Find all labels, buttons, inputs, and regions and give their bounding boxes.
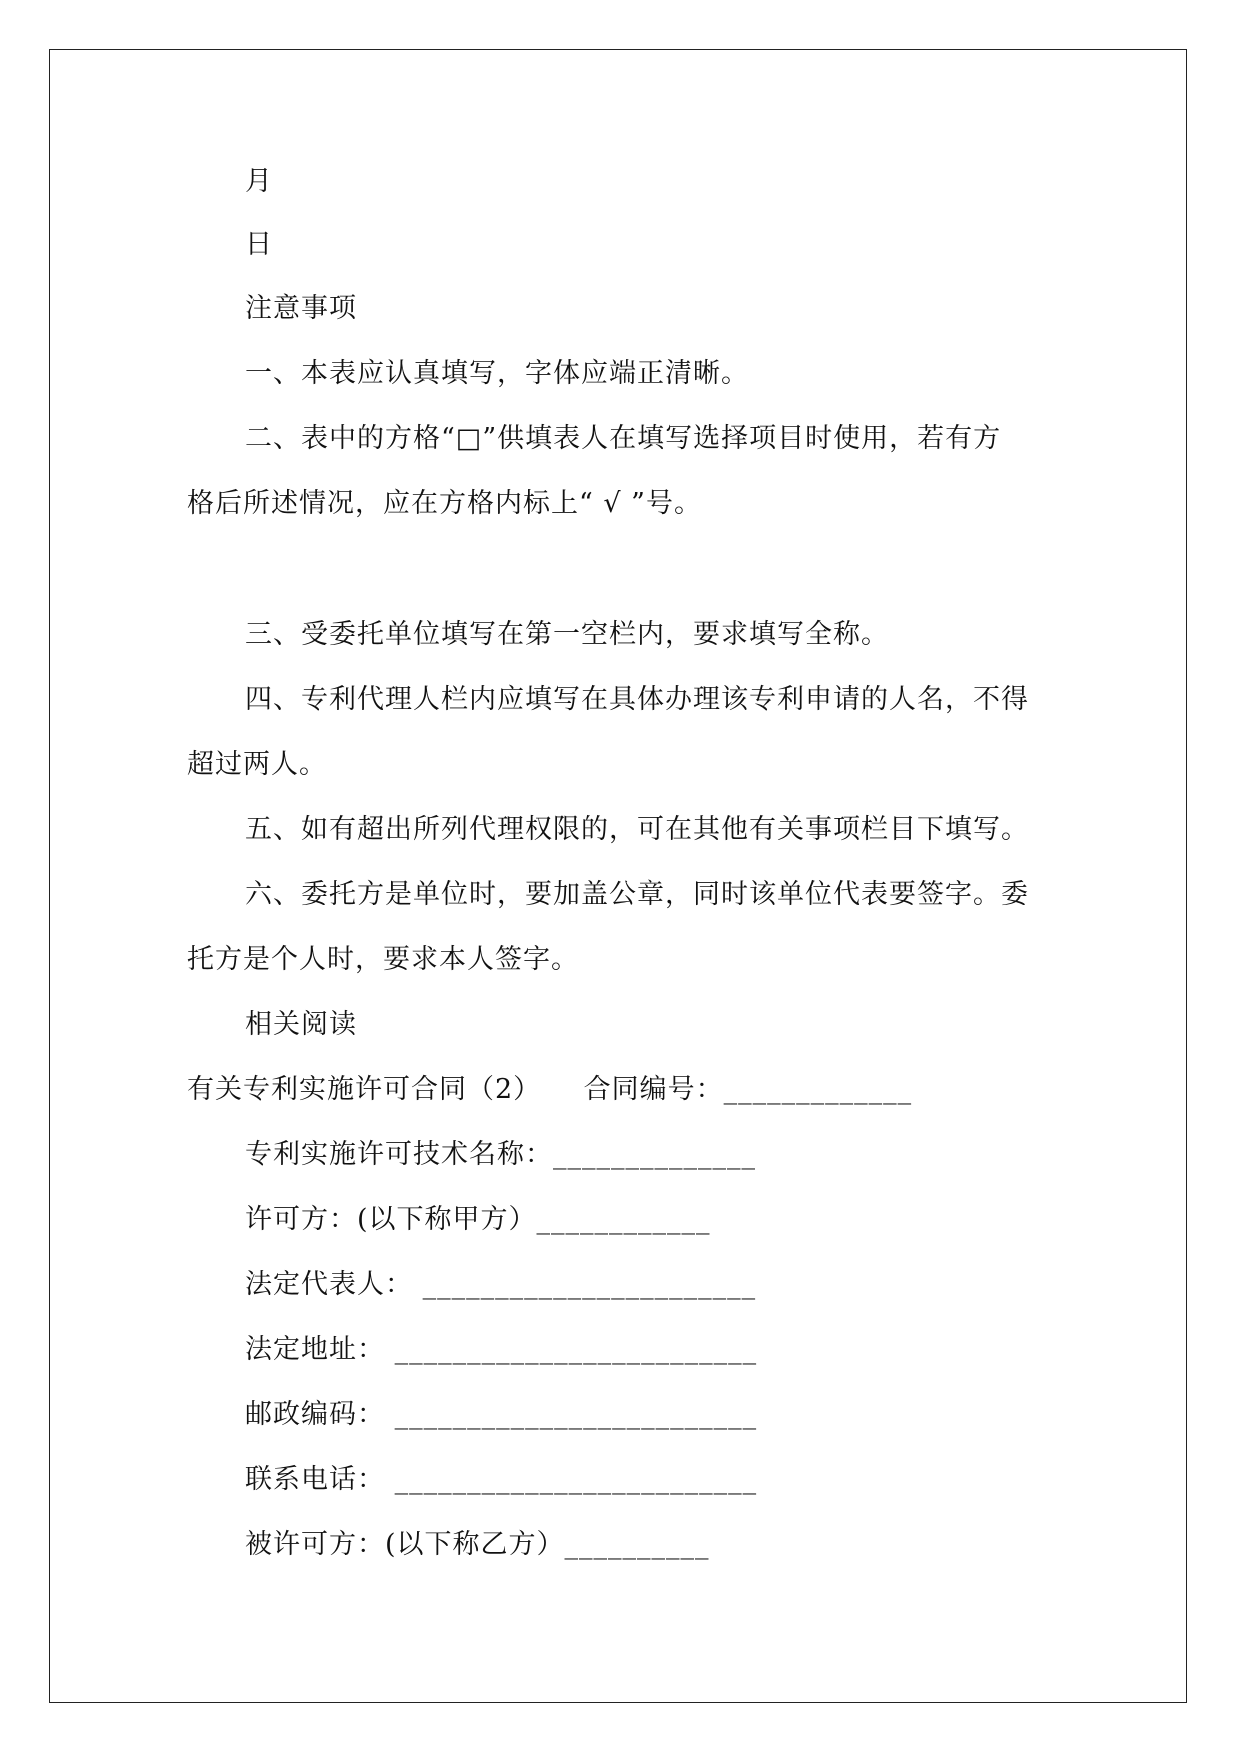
month-label: 月 <box>245 166 273 197</box>
postal-code-field: 邮政编码： _________________________ <box>245 1399 758 1430</box>
legal-rep-field: 法定代表人： _______________________ <box>245 1269 757 1300</box>
note-4-line-2: 超过两人。 <box>187 749 327 780</box>
contract-title: 有关专利实施许可合同（2） 合同编号：_____________ <box>187 1074 913 1105</box>
licensee-field: 被许可方：(以下称乙方）__________ <box>245 1529 710 1560</box>
note-6-line-2: 托方是个人时，要求本人签字。 <box>187 944 579 975</box>
note-1: 一、本表应认真填写，字体应端正清晰。 <box>245 358 749 389</box>
related-reading-heading: 相关阅读 <box>245 1009 357 1040</box>
note-4-line-1: 四、专利代理人栏内应填写在具体办理该专利申请的人名，不得 <box>245 684 1029 715</box>
phone-field: 联系电话： _________________________ <box>245 1464 758 1495</box>
notes-heading: 注意事项 <box>245 293 357 324</box>
note-2-line-2: 格后所述情况，应在方格内标上“ √ ”号。 <box>187 488 702 519</box>
note-5: 五、如有超出所列代理权限的，可在其他有关事项栏目下填写。 <box>245 814 1029 845</box>
legal-address-field: 法定地址： _________________________ <box>245 1334 758 1365</box>
day-label: 日 <box>245 229 273 260</box>
note-3: 三、受委托单位填写在第一空栏内，要求填写全称。 <box>245 619 889 650</box>
note-6-line-1: 六、委托方是单位时，要加盖公章，同时该单位代表要签字。委 <box>245 879 1029 910</box>
tech-name-field: 专利实施许可技术名称：______________ <box>245 1139 756 1170</box>
page-frame <box>49 49 1187 1703</box>
note-2-line-1: 二、表中的方格“□”供填表人在填写选择项目时使用，若有方 <box>245 423 1002 454</box>
licensor-field: 许可方：(以下称甲方）____________ <box>245 1204 711 1235</box>
